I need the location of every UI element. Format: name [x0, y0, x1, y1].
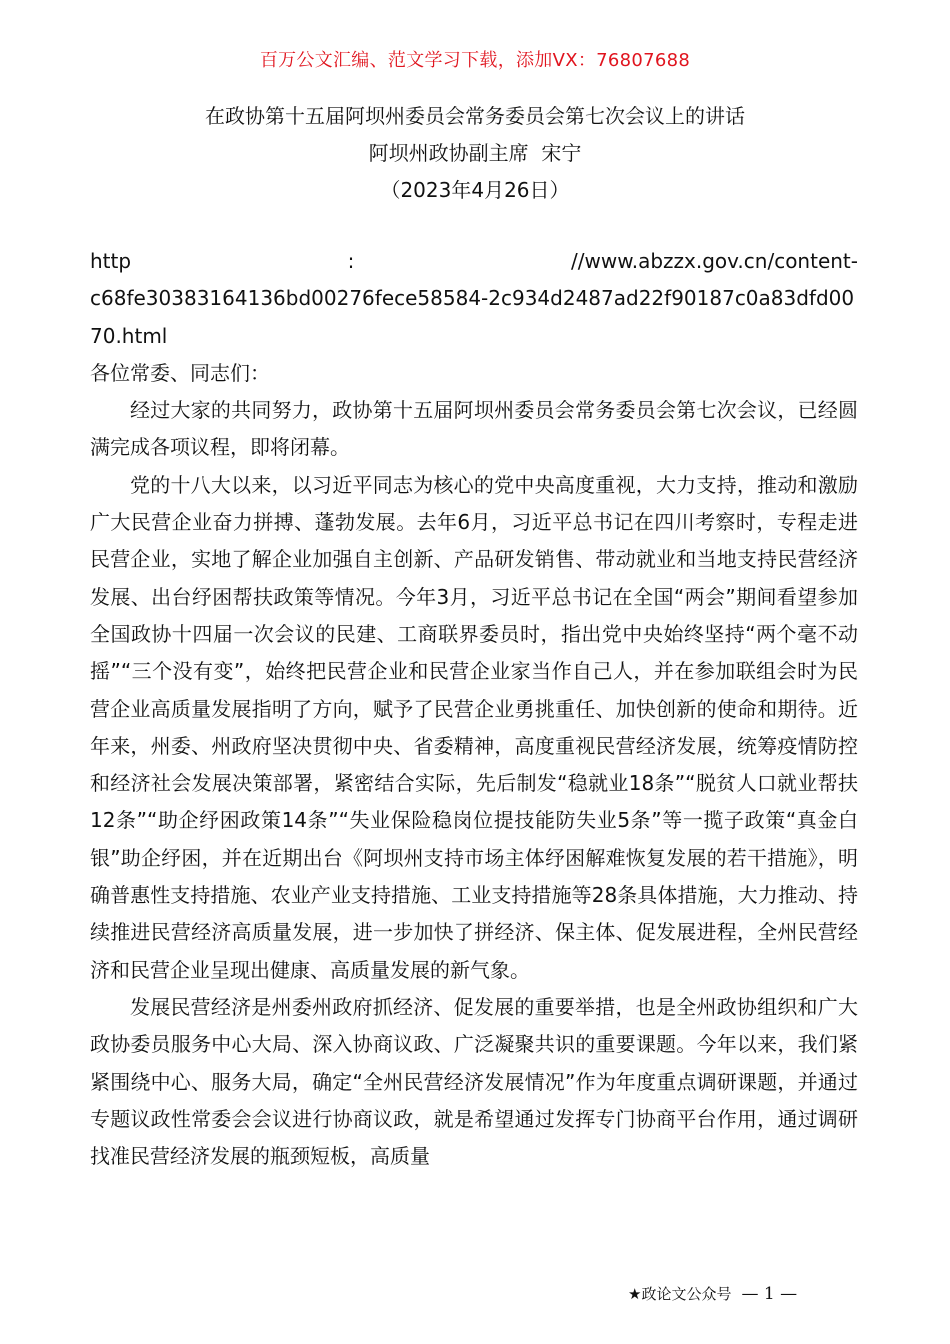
document-title-block: [0, 98, 950, 209]
body-paragraph: 党的十八大以来，以习近平同志为核心的党中央高度重视，大力支持，推动和激励广大民营企业奋力拼搏、蓬勃发展。去年6月，习近平总书记在四川考察时，专程走进民营企业，实地了解企业加强自主创新、产品研发销售、带动就业和当地支持民营经济发展、出台纾困帮扶政策等情况。今年3月，习近平总书记在全国“两会”期间看望参加全国政协十四届一次会议的民建、工商联界委员时，指出党中央始终坚持“两个毫不动摇”“三个没有变”，始终把民营企业和民营企业家当作自己人，并在参加联组会时为民营企业高质量发展指明了方向，赋予了民营企业勇挑重任、加快创新的使命和期待。近年来，州委、州政府坚决贯彻中央、省委精神，高度重视民营经济发展，统筹疫情防控和经济社会发展决策部署，紧密结合实际，先后制发“稳就业18条”“脱贫人口就业帮扶12条”“助企纾困政策14条”“失业保险稳岗位提技能防失业5条”等一揽子政策“真金白银”助企纾困，并在近期出台《阿坝州支持市场主体纾困解难恢复发展的若干措施》，明确普惠性支持措施、农业产业支持措施、工业支持措施等28条具体措施，大力推动、持续推进民营经济高质量发展，进一步加快了拼经济、保主体、促发展进程，全州民营经济和民营企业呈现出健康、高质量发展的新气象。: [90, 472, 858, 982]
source-url-first-line: [90, 243, 858, 280]
speech-date: （2023年4月26日）: [380, 178, 570, 202]
salutation: 各位常委、同志们：: [90, 360, 270, 385]
header-banner: 百万公文汇编、范文学习下载，添加VX：76807688: [259, 50, 691, 71]
body-paragraph: 经过大家的共同努力，政协第十五届阿坝州委员会常务委员会第七次会议，已经圆满完成各项议程，即将闭幕。: [90, 398, 858, 460]
body-paragraph: 发展民营经济是州委州政府抓经济、促发展的重要举措，也是全州政协组织和广大政协委员服务中心大局、深入协商议政、广泛凝聚共识的重要课题。今年以来，我们紧紧围绕中心、服务大局，确定“全州民营经济发展情况”作为年度重点调研课题，并通过专题议政性常委会会议进行协商议政，就是希望通过发挥专门协商平台作用，通过调研找准民营经济发展的瓶颈短板，高质量: [90, 994, 858, 1169]
source-url-remainder: c68fe30383164136bd00276fece58584-2c934d2487ad22f90187c0a83dfd0070.html: [90, 286, 855, 348]
page-number: — 1 —: [741, 1283, 798, 1304]
document-body: [90, 243, 858, 1175]
source-url-address-start: //www.abzzx.gov.cn/content-: [571, 249, 858, 273]
source-url-protocol: http: [90, 249, 132, 273]
source-url-colon: :: [347, 249, 355, 273]
footer-source-label: ★政论文公众号: [628, 1285, 732, 1303]
speaker-line: 阿坝州政协副主席 宋宁: [368, 141, 582, 165]
document-title: 在政协第十五届阿坝州委员会常务委员会第七次会议上的讲话: [205, 104, 745, 128]
page-footer: [628, 1283, 797, 1304]
